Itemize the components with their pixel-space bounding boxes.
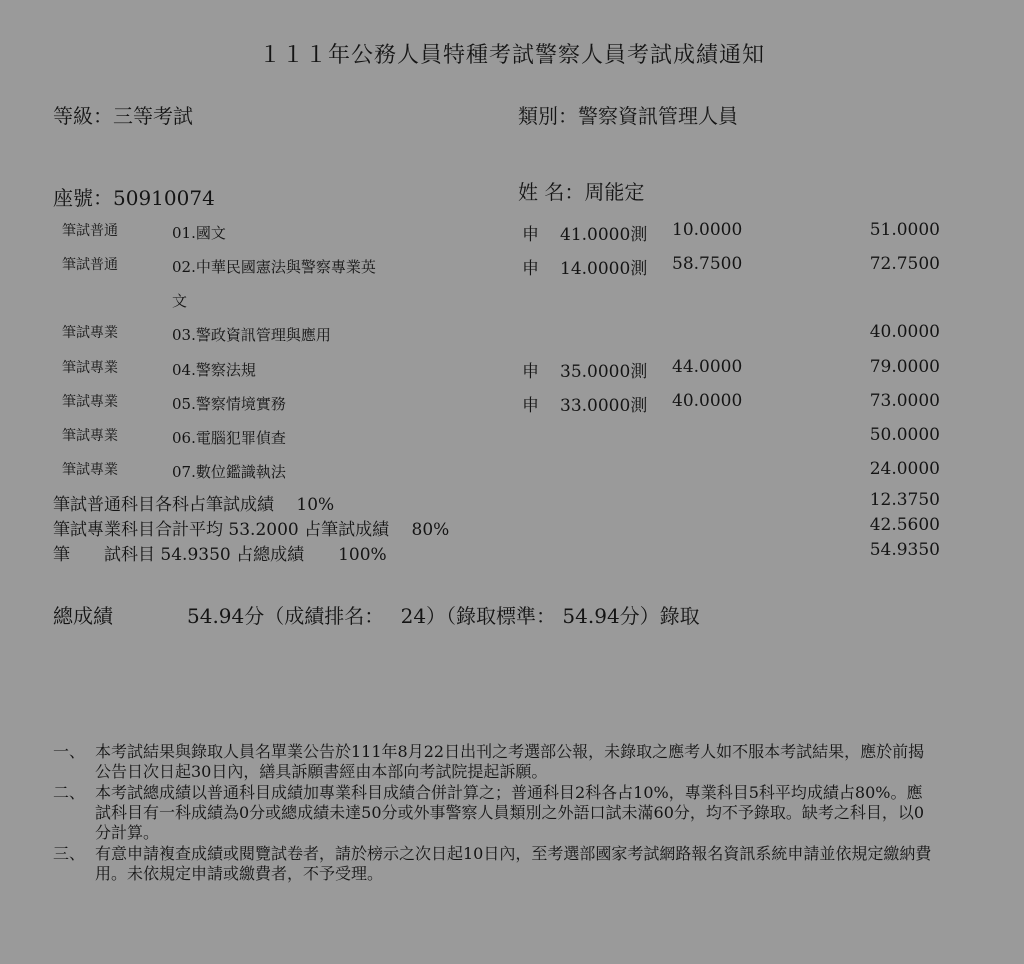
ce-mark: 測 bbox=[630, 396, 648, 416]
subject-row bbox=[0, 220, 1024, 248]
ce-mark: 測 bbox=[630, 259, 648, 279]
summary-professional-value: 42.5600 bbox=[869, 515, 940, 535]
subject-category: 筆試專業 bbox=[62, 428, 118, 444]
subject-name: 02.中華民國憲法與警察專業英 bbox=[172, 258, 376, 276]
shen-score: 35.0000 bbox=[560, 362, 631, 382]
shen-mark: 申 bbox=[522, 362, 539, 382]
subject-name: 06.電腦犯罪偵查 bbox=[172, 429, 286, 447]
subject-name: 07.數位鑑識執法 bbox=[172, 463, 286, 481]
subject-category: 筆試專業 bbox=[62, 462, 118, 478]
ce-score: 10.0000 bbox=[672, 220, 743, 240]
subject-name: 03.警政資訊管理與應用 bbox=[172, 326, 331, 344]
page-title: １１１年公務人員特種考試警察人員考試成績通知 bbox=[258, 43, 765, 68]
note-item bbox=[53, 742, 933, 782]
note-item bbox=[53, 783, 933, 843]
ce-score: 44.0000 bbox=[672, 357, 743, 377]
grade-label: 等級：三等考試 bbox=[53, 104, 193, 128]
subject-row bbox=[0, 254, 1024, 282]
note-text: 有意申請複查成績或閱覽試卷者，請於榜示之次日起10日內，至考選部國家考試網路報名資訊系統申請並依規定繳納費用。未依規定申請或繳費者，不予受理。 bbox=[95, 844, 932, 883]
summary-professional-row bbox=[0, 515, 1024, 539]
ce-mark: 測 bbox=[630, 225, 648, 245]
note-text: 本考試總成績以普通科目成績加專業科目成績合併計算之；普通科目2科各占10%，專業科目5科平均成績占80%。應試科目有一科成績為0分或總成績未達50分或外事警察人員類別之外語口試未滿60分，均不予錄取。缺考之科目，以0分計算。 bbox=[95, 783, 925, 842]
summary-general-value: 12.3750 bbox=[869, 490, 940, 510]
subject-row bbox=[0, 391, 1024, 419]
ce-score: 58.7500 bbox=[672, 254, 743, 274]
subject-category: 筆試專業 bbox=[62, 360, 118, 376]
subject-row bbox=[0, 357, 1024, 385]
shen-score: 14.0000 bbox=[560, 259, 631, 279]
shen-score: 33.0000 bbox=[560, 396, 631, 416]
shen-score: 41.0000 bbox=[560, 225, 631, 245]
notes-section bbox=[53, 742, 933, 885]
note-number: 三、 bbox=[53, 844, 86, 863]
subject-total: 73.0000 bbox=[869, 391, 940, 411]
shen-mark: 申 bbox=[522, 396, 539, 416]
category-label: 類別：警察資訊管理人員 bbox=[518, 104, 738, 128]
subject-row-continuation bbox=[0, 290, 1024, 318]
note-number: 二、 bbox=[53, 783, 86, 802]
subject-category: 筆試普通 bbox=[62, 223, 118, 239]
subject-name: 01.國文 bbox=[172, 224, 226, 242]
subject-category: 筆試普通 bbox=[62, 257, 118, 273]
subject-name: 05.警察情境實務 bbox=[172, 395, 286, 413]
subject-name-continuation: 文 bbox=[172, 292, 188, 310]
summary-written-row bbox=[0, 540, 1024, 564]
shen-mark: 申 bbox=[522, 225, 539, 245]
note-item bbox=[53, 844, 933, 884]
examinee-name: 姓 名：周能定 bbox=[518, 180, 645, 204]
ce-mark: 測 bbox=[630, 362, 648, 382]
subject-total: 40.0000 bbox=[869, 322, 940, 342]
subject-total: 24.0000 bbox=[869, 459, 940, 479]
shen-mark: 申 bbox=[522, 259, 539, 279]
note-text: 本考試結果與錄取人員名單業公告於111年8月22日出刊之考選部公報，未錄取之應考人如不服本考試結果，應於前揭公告日次日起30日內，繕具訴願書經由本部向考試院提起訴願。 bbox=[95, 742, 925, 781]
subject-row bbox=[0, 459, 1024, 487]
subject-category: 筆試專業 bbox=[62, 394, 118, 410]
subject-row bbox=[0, 322, 1024, 350]
seat-number: 座號：50910074 bbox=[53, 186, 215, 210]
subject-total: 72.7500 bbox=[869, 254, 940, 274]
final-score-text: 54.94分（成績排名： 24）（錄取標準： 54.94分）錄取 bbox=[187, 604, 700, 628]
subject-row bbox=[0, 425, 1024, 453]
subject-total: 50.0000 bbox=[869, 425, 940, 445]
summary-general-text: 筆試普通科目各科占筆試成績 10% bbox=[53, 495, 335, 515]
final-score-label: 總成績 bbox=[53, 604, 113, 628]
ce-score: 40.0000 bbox=[672, 391, 743, 411]
summary-written-text: 筆 試科目 54.9350 占總成績 100% bbox=[53, 545, 387, 565]
subject-name: 04.警察法規 bbox=[172, 361, 256, 379]
note-number: 一、 bbox=[53, 742, 86, 761]
summary-written-value: 54.9350 bbox=[869, 540, 940, 560]
summary-professional-text: 筆試專業科目合計平均 53.2000 占筆試成績 80% bbox=[53, 520, 450, 540]
summary-general-row bbox=[0, 490, 1024, 514]
subject-category: 筆試專業 bbox=[62, 325, 118, 341]
subject-total: 79.0000 bbox=[869, 357, 940, 377]
final-score-line bbox=[53, 600, 700, 629]
subject-total: 51.0000 bbox=[869, 220, 940, 240]
